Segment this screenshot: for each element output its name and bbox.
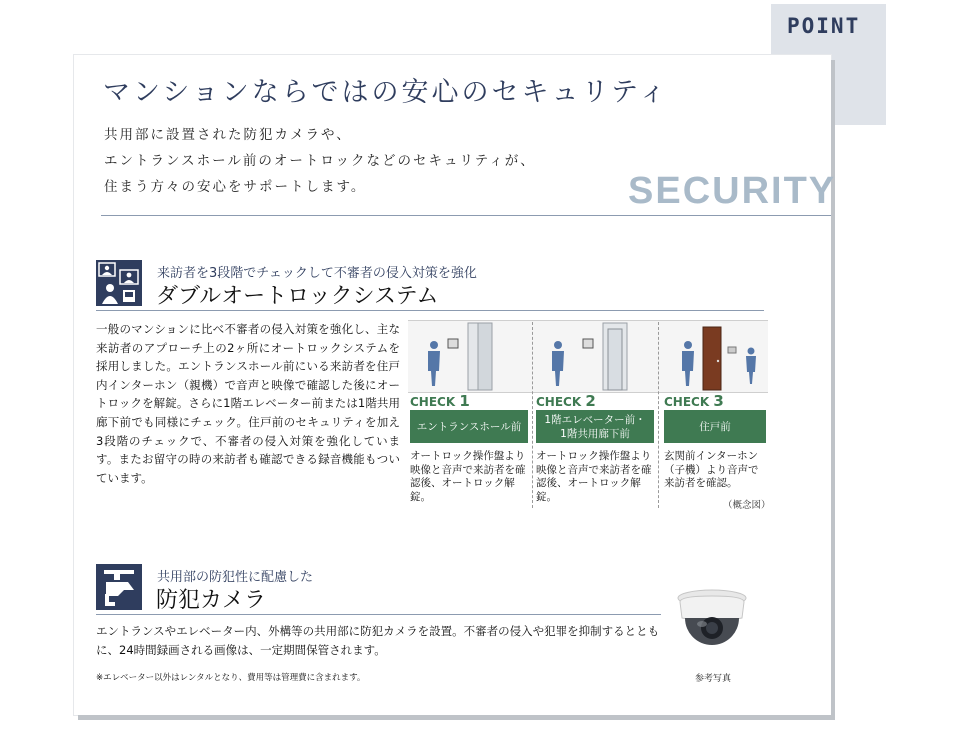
check-heading: CHECK 2 [536,392,596,410]
check-step-2 [536,392,654,504]
camera-footnote: ※エレベーター以外はレンタルとなり、費用等は管理費に含まれます。 [96,673,366,683]
check-divider [532,322,533,508]
check-description: 玄関前インターホン（子機）より音声で来訪者を確認。 [664,450,759,489]
camera-photo [672,584,752,664]
intro-line: エントランスホール前のオートロックなどのセキュリティが、 [104,153,536,169]
autolock-subtitle: 来訪者を3段階でチェックして不審者の侵入対策を強化 [157,266,477,281]
check-step-1 [410,392,528,504]
intro-line: 共用部に設置された防犯カメラや、 [104,127,352,143]
intro-text [104,122,536,200]
header-divider [101,215,831,216]
photo-caption: 参考写真 [695,674,732,684]
autolock-title: ダブルオートロックシステム [156,284,439,309]
check-location-label: 1階エレベーター前・ 1階共用廊下前 [536,410,654,443]
camera-body: エントランスやエレベーター内、外構等の共用部に防犯カメラを設置。不審者の侵入や犯罪を抑制するとともに、24時間録画される画像は、一定期間保管されます。 [96,624,660,657]
check-step-3 [664,392,766,491]
camera-divider [96,614,661,615]
page-title: マンションならではの安心のセキュリティ [103,77,669,108]
intro-line: 住まう方々の安心をサポートします。 [104,179,367,195]
camera-subtitle: 共用部の防犯性に配慮した [157,570,314,585]
point-badge: POINT [787,14,861,38]
camera-title: 防犯カメラ [156,588,267,613]
check-heading: CHECK 3 [664,392,724,410]
category-label: SECURITY [628,170,837,212]
check-description: オートロック操作盤より映像と音声で来訪者を確認後、オートロック解錠。 [536,450,652,503]
diagram-note: （概念図） [723,500,771,511]
check-location-label: 住戸前 [664,410,766,443]
autolock-body: 一般のマンションに比べ不審者の侵入対策を強化し、主な来訪者のアプローチ上の2ヶ所にオートロックシステムを採用しました。エントランスホール前にいる来訪者を住戸内インターホン（親機）で音声と映像で確認した後にオートロックを解錠。さらに1階エレベーター前または1階共用廊下前でも同様にチェック。住戸前のセキュリティを加え3段階のチェックで、不審者の侵入対策を強化しています。またお留守の時の来訪者も確認できる録音機能もついています。 [96,322,400,485]
intercom-monitor-icon [96,260,142,306]
check-location-label: エントランスホール前 [410,410,528,443]
security-camera-icon [96,564,142,610]
check-description: オートロック操作盤より映像と音声で来訪者を確認後、オートロック解錠。 [410,450,526,503]
check-heading: CHECK 1 [410,392,470,410]
check-divider [658,322,659,508]
autolock-divider [96,310,764,311]
checkpoint-illustration [408,320,768,393]
